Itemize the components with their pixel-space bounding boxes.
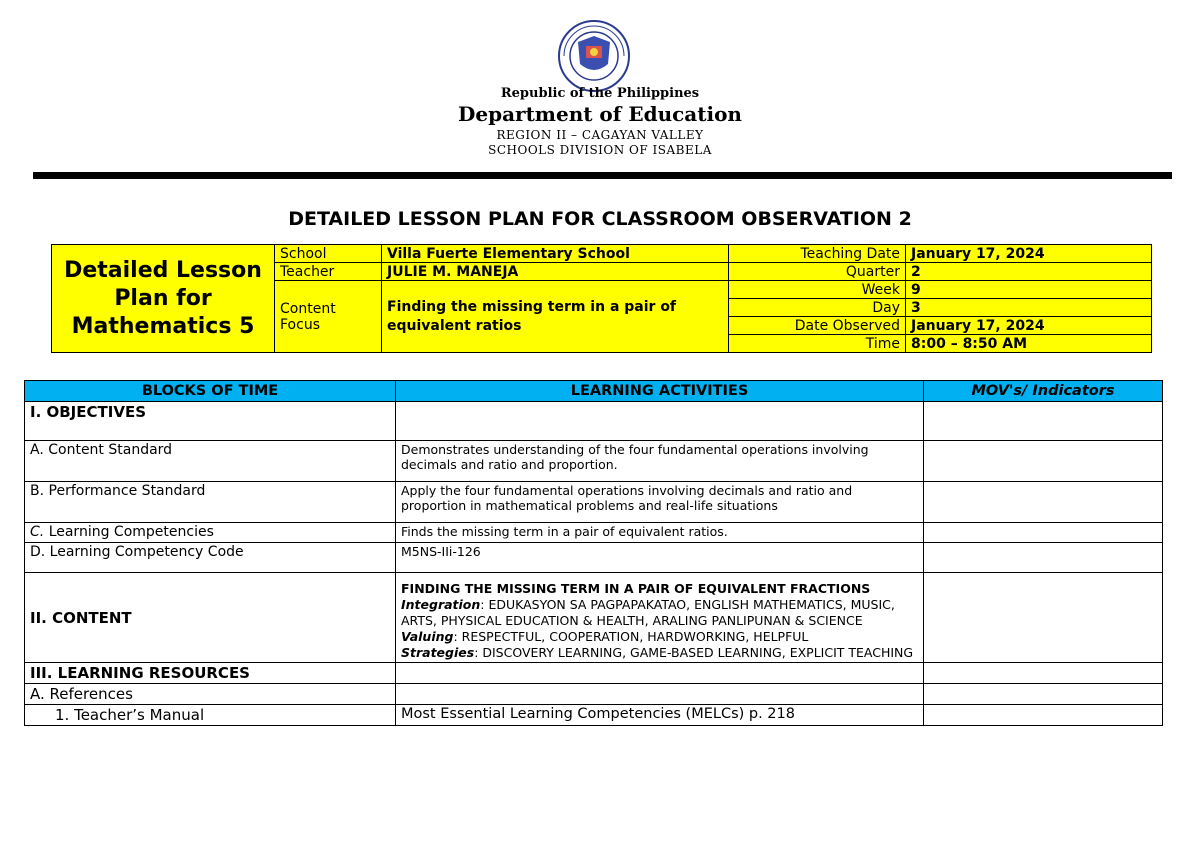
table-cell [924, 441, 1163, 482]
competencies-text: Learning Competencies [48, 524, 214, 540]
learning-resources-heading: III. LEARNING RESOURCES [25, 663, 396, 684]
date-observed-value: January 17, 2024 [906, 317, 1152, 335]
strategies-label: Strategies [401, 645, 475, 660]
content-standard-value: Demonstrates understanding of the four fundamental operations involving decimals and ratio and proportion. [396, 441, 924, 482]
table-row [25, 705, 1163, 726]
region-label: REGION II – CAGAYAN VALLEY [496, 128, 704, 142]
time-value: 8:00 – 8:50 AM [906, 335, 1152, 353]
content-details [396, 573, 924, 663]
lesson-info-table [51, 244, 1152, 353]
table-cell [924, 543, 1163, 573]
table-cell [396, 402, 924, 441]
table-row [25, 441, 1163, 482]
table-row [25, 402, 1163, 441]
quarter-value: 2 [906, 263, 1152, 281]
time-label: Time [729, 335, 906, 353]
teacher-value: JULIE M. MANEJA [382, 263, 729, 281]
objectives-heading: I. OBJECTIVES [25, 402, 396, 441]
competencies-value: Finds the missing term in a pair of equivalent ratios. [396, 523, 924, 543]
performance-standard-label [25, 482, 396, 523]
content-focus-label: Content Focus [275, 281, 382, 353]
header-blocks-of-time: BLOCKS OF TIME [25, 381, 396, 402]
content-title: FINDING THE MISSING TERM IN A PAIR OF EQUIVALENT FRACTIONS [401, 581, 871, 596]
strategies-value: : DISCOVERY LEARNING, GAME-BASED LEARNING, EXPLICIT TEACHING [474, 645, 914, 660]
table-cell [924, 482, 1163, 523]
table-cell [924, 705, 1163, 726]
content-focus-value: Finding the missing term in a pair of equivalent ratios [382, 281, 729, 353]
table-cell [924, 684, 1163, 705]
lesson-plan-heading: Detailed Lesson Plan for Mathematics 5 [52, 245, 275, 353]
table-cell [924, 663, 1163, 684]
valuing-label: Valuing [401, 629, 454, 644]
table-row [25, 523, 1163, 543]
competency-code-value: M5NS-IIi-126 [396, 543, 924, 573]
document-title: DETAILED LESSON PLAN FOR CLASSROOM OBSERVATION 2 [288, 208, 912, 230]
day-value: 3 [906, 299, 1152, 317]
quarter-label: Quarter [729, 263, 906, 281]
table-cell [924, 402, 1163, 441]
table-cell [396, 684, 924, 705]
table-row [25, 663, 1163, 684]
references-label: A. References [25, 684, 396, 705]
content-standard-letter: A. [30, 442, 44, 458]
division-label: SCHOOLS DIVISION OF ISABELA [488, 143, 712, 157]
performance-standard-letter: B. [30, 483, 45, 499]
school-label: School [275, 245, 382, 263]
integration-label: Integration [401, 597, 481, 612]
teachers-manual-label: 1. Teacher’s Manual [25, 705, 396, 726]
week-value: 9 [906, 281, 1152, 299]
date-observed-label: Date Observed [729, 317, 906, 335]
table-row [25, 684, 1163, 705]
content-heading: II. CONTENT [25, 573, 396, 663]
table-cell [924, 523, 1163, 543]
competencies-letter: C. [30, 524, 45, 540]
lesson-plan-table [24, 380, 1163, 726]
table-cell [924, 573, 1163, 663]
table-row [25, 573, 1163, 663]
day-label: Day [729, 299, 906, 317]
school-value: Villa Fuerte Elementary School [382, 245, 729, 263]
teachers-manual-value: Most Essential Learning Competencies (MELCs) p. 218 [396, 705, 924, 726]
table-row [25, 543, 1163, 573]
deped-seal-logo [558, 20, 630, 92]
performance-standard-text: Performance Standard [48, 483, 206, 499]
content-standard-label [25, 441, 396, 482]
competency-code-label: D. Learning Competency Code [25, 543, 396, 573]
header-divider [33, 172, 1172, 179]
teacher-label: Teacher [275, 263, 382, 281]
table-header-row [25, 381, 1163, 402]
teaching-date-value: January 17, 2024 [906, 245, 1152, 263]
header-learning-activities: LEARNING ACTIVITIES [396, 381, 924, 402]
integration-value: : EDUKASYON SA PAGPAPAKATAO, ENGLISH MATHEMATICS, MUSIC, ARTS, PHYSICAL EDUCATION & HEALTH, ARALING PANLIPUNAN & SCIENCE [401, 597, 895, 628]
competencies-label [25, 523, 396, 543]
table-cell [396, 663, 924, 684]
week-label: Week [729, 281, 906, 299]
republic-label: Republic of the Philippines [500, 86, 700, 101]
teaching-date-label: Teaching Date [729, 245, 906, 263]
header-movs-indicators: MOV's/ Indicators [924, 381, 1163, 402]
content-standard-text: Content Standard [48, 442, 173, 458]
valuing-value: : RESPECTFUL, COOPERATION, HARDWORKING, HELPFUL [453, 629, 809, 644]
table-row [25, 482, 1163, 523]
department-label: Department of Education [458, 102, 742, 126]
performance-standard-value: Apply the four fundamental operations involving decimals and ratio and proportion in mathematical problems and real-life situations [396, 482, 924, 523]
